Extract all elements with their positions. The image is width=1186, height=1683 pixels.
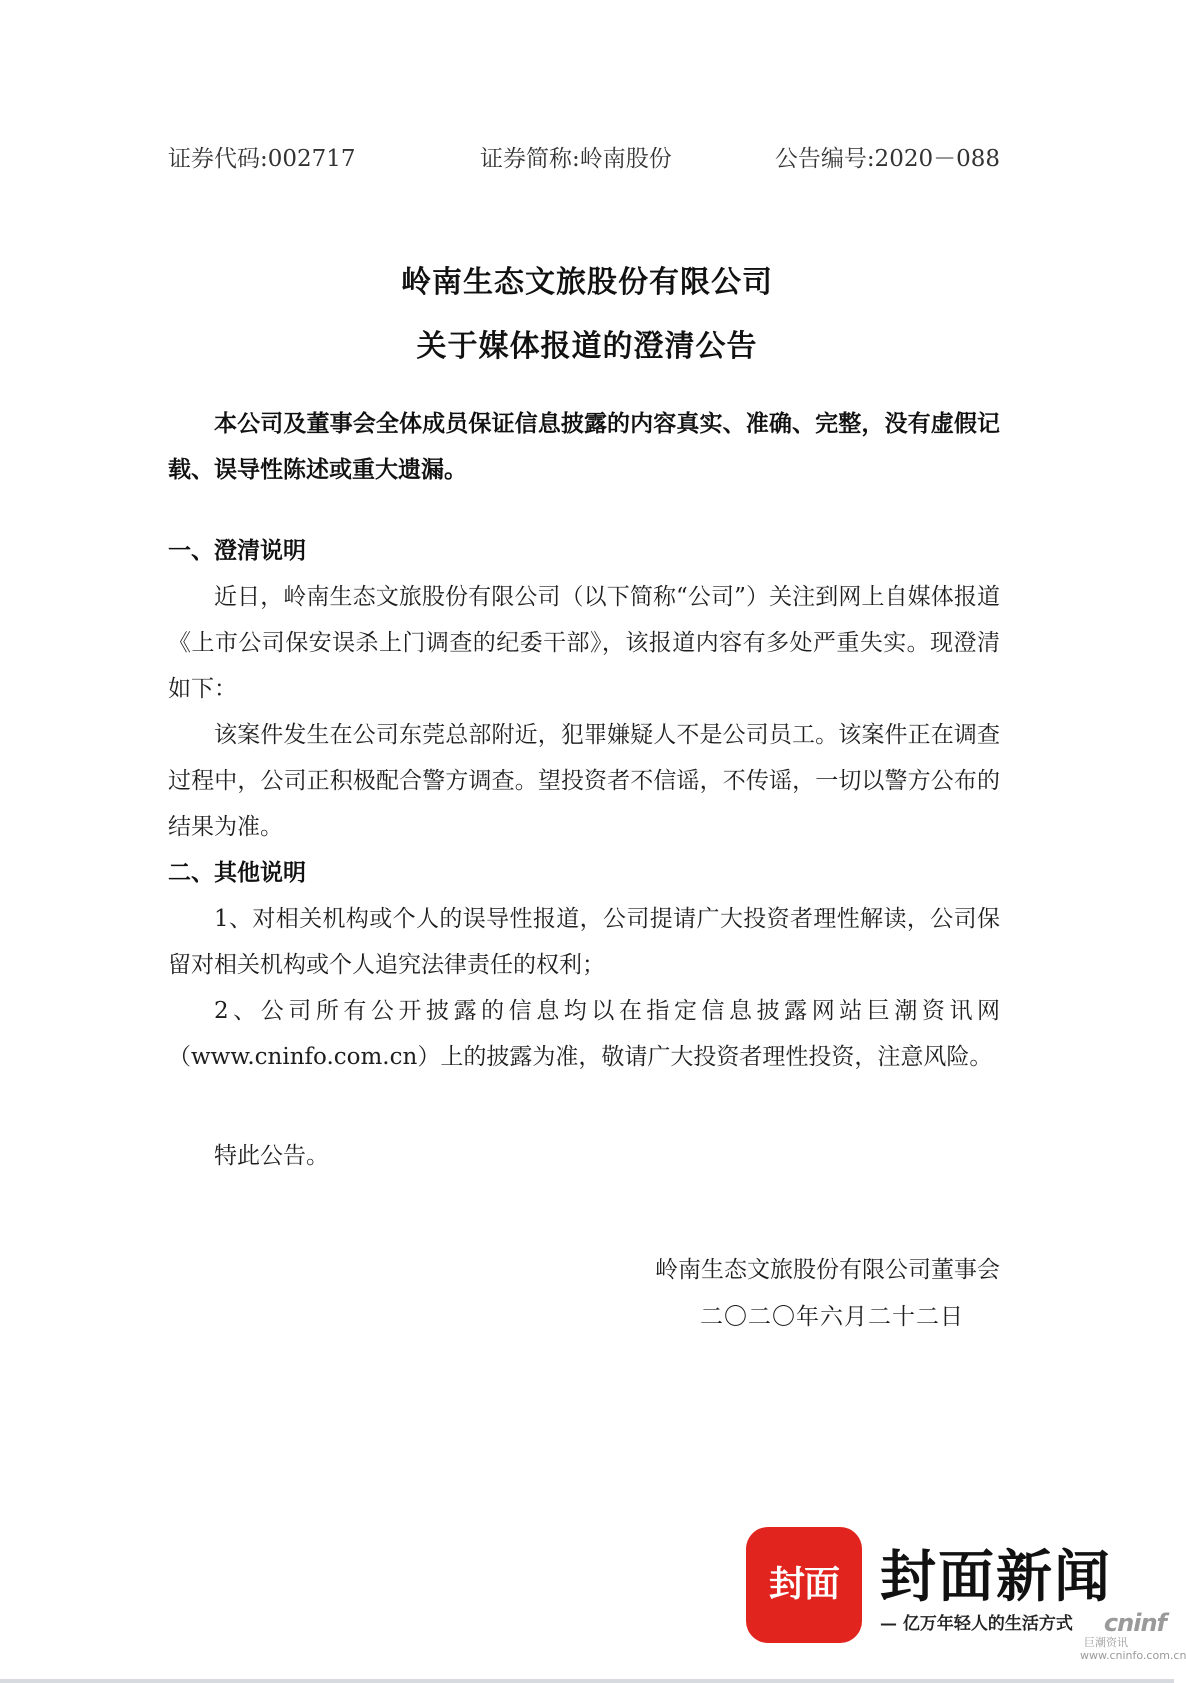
security-code: 证券代码:002717 bbox=[168, 146, 356, 172]
page-bottom-edge bbox=[0, 1679, 1174, 1683]
cninf-watermark bbox=[1080, 1609, 1186, 1664]
fengmian-slogan: — 亿万年轻人的生活方式 bbox=[880, 1614, 1073, 1634]
company-title: 岭南生态文旅股份有限公司 bbox=[401, 265, 773, 300]
fengmian-logo-name: 封面新闻 bbox=[880, 1544, 1112, 1610]
closing-text: 特此公告。 bbox=[214, 1143, 329, 1169]
announcement-header bbox=[168, 140, 1000, 174]
section1-heading: 一、澄清说明 bbox=[168, 537, 306, 564]
announcement-title: 关于媒体报道的澄清公告 bbox=[416, 329, 758, 364]
section2-item2: 2、公司所有公开披露的信息均以在指定信息披露网站巨潮资讯网（www.cninfo.com.cn）上的披露为准，敬请广大投资者理性投资，注意风险。 bbox=[168, 998, 1000, 1070]
section2-heading: 二、其他说明 bbox=[168, 859, 306, 886]
fengmian-logo-icon: 封面 bbox=[746, 1527, 862, 1643]
cninf-brand: cninf bbox=[1103, 1609, 1166, 1637]
cninf-url: www.cninfo.com.cn bbox=[1080, 1649, 1186, 1662]
announcement-number: 公告编号:2020－088 bbox=[774, 146, 1000, 172]
board-statement: 本公司及董事会全体成员保证信息披露的内容真实、准确、完整，没有虚假记载、误导性陈述或重大遗漏。 bbox=[168, 410, 1000, 483]
signature-date: 二〇二〇年六月二十二日 bbox=[700, 1304, 964, 1330]
security-short-name: 证券简称:岭南股份 bbox=[480, 146, 672, 172]
section1-paragraph2: 该案件发生在公司东莞总部附近，犯罪嫌疑人不是公司员工。该案件正在调查过程中，公司正积极配合警方调查。望投资者不信谣，不传谣，一切以警方公布的结果为准。 bbox=[168, 722, 1000, 840]
signature-organization: 岭南生态文旅股份有限公司董事会 bbox=[655, 1257, 1000, 1283]
cninf-chinese-name: 巨潮资讯 bbox=[1084, 1636, 1128, 1649]
section2-item1: 1、对相关机构或个人的误导性报道，公司提请广大投资者理性解读，公司保留对相关机构或个人追究法律责任的权利； bbox=[168, 906, 1000, 978]
section1-paragraph1: 近日，岭南生态文旅股份有限公司（以下简称“公司”）关注到网上自媒体报道《上市公司保安误杀上门调查的纪委干部》，该报道内容有多处严重失实。现澄清如下： bbox=[168, 584, 1000, 702]
